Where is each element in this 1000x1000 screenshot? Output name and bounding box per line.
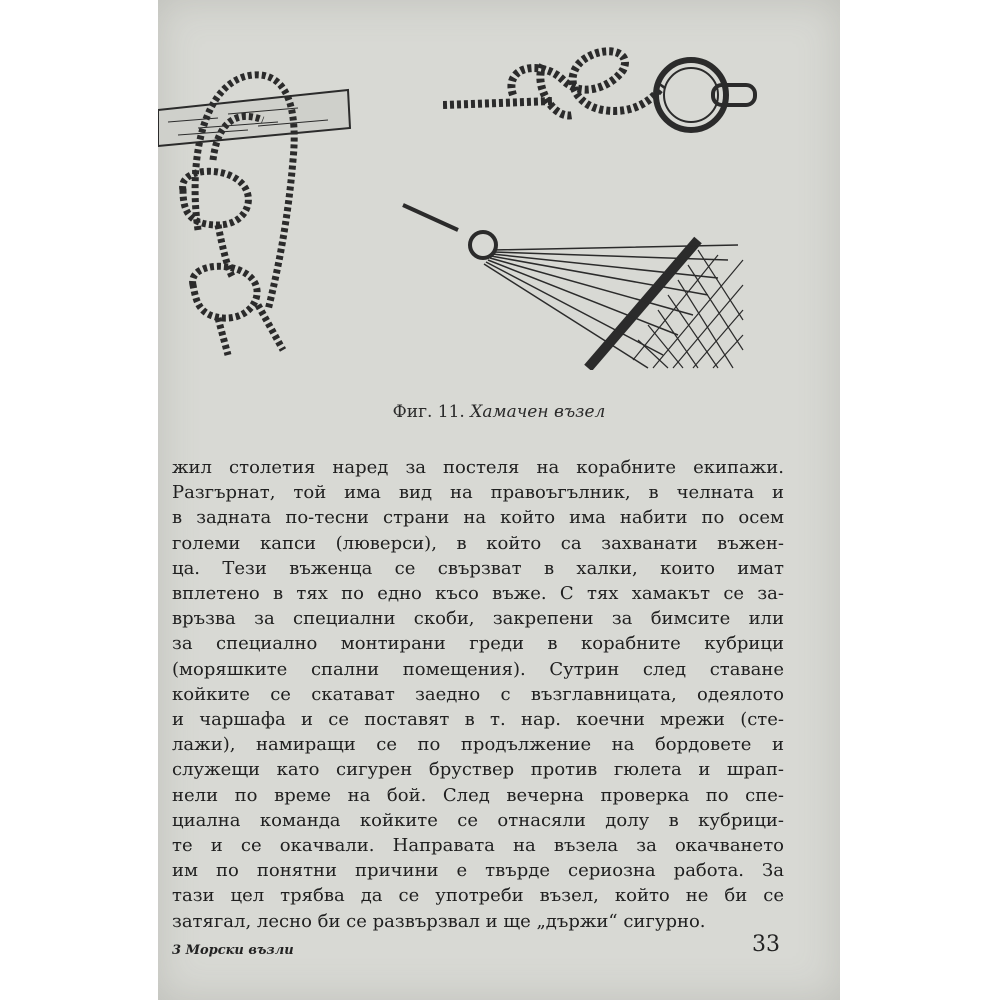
text-line: (моряшките спални помещения). Сутрин след ставане [172,658,784,680]
book-page [158,0,840,1000]
hammock-spreader [588,240,698,368]
suspension-rope [403,205,458,230]
text-line: ца. Тези въженца се свързват в халки, които имат [172,557,784,579]
page-number: 33 [752,932,780,957]
text-line: Разгърнат, той има вид на правоъгълник, в челната и [172,482,784,504]
knot-turn-lower [193,266,258,318]
text-line: тази цел трябва да се употреби възел, който не би се [172,885,784,907]
body-paragraph [172,455,784,934]
text-line: те и се окачвали. Направата на възела за окачването [172,835,784,857]
text-line: нели по време на бой. След вечерна проверка по спе- [172,784,784,806]
text-line: койките се скатават заедно с възглавницата, одеялото [172,683,784,705]
text-line: лажи), намиращи се по продължение на бордовете и [172,734,784,756]
ring-mount [713,85,755,105]
beam-knot-illustration [158,50,358,370]
text-line: циална команда койките се отнасяли долу в кубрици- [172,809,784,831]
rope-standing-part [443,101,553,105]
hammock-illustration [398,200,748,370]
footer-signature: 3 Морски възли [172,943,294,958]
text-line: вплетено в тях по едно късо въже. С тях хамакът се за- [172,583,784,605]
text-line: затягал, лесно би се развързвал и ще „държи“ сигурно. [172,910,706,932]
text-line: жил столетия наред за постеля на корабните екипажи. [172,457,784,478]
text-line: им по понятни причини е твърде сериозна работа. За [172,860,784,882]
text-line: служещи като сигурен бруствер против гюлета и шрап- [172,759,784,781]
caption-title: Хамачен възел [470,402,606,422]
iron-ring [656,60,726,130]
hammock-net [633,250,743,368]
wooden-beam [158,90,350,146]
caption-figure-number: Фиг. 11. [392,402,465,422]
text-line: в задната по-тесни страни на който има набити по осем [172,507,784,529]
text-line: големи капси (люверси), в който са захванати въжен- [172,532,784,554]
text-line: за специално монтирани греди в корабните кубрици [172,633,784,655]
text-line: и чаршафа и се поставят в т. нар. коечни мрежи (сте- [172,709,784,731]
text-line: връзва за специални скоби, закрепени за бимсите или [172,608,784,630]
ring-knot-illustration [443,25,763,155]
figure-11 [158,0,840,380]
figure-caption [158,402,840,422]
hammock-clews [484,245,738,368]
